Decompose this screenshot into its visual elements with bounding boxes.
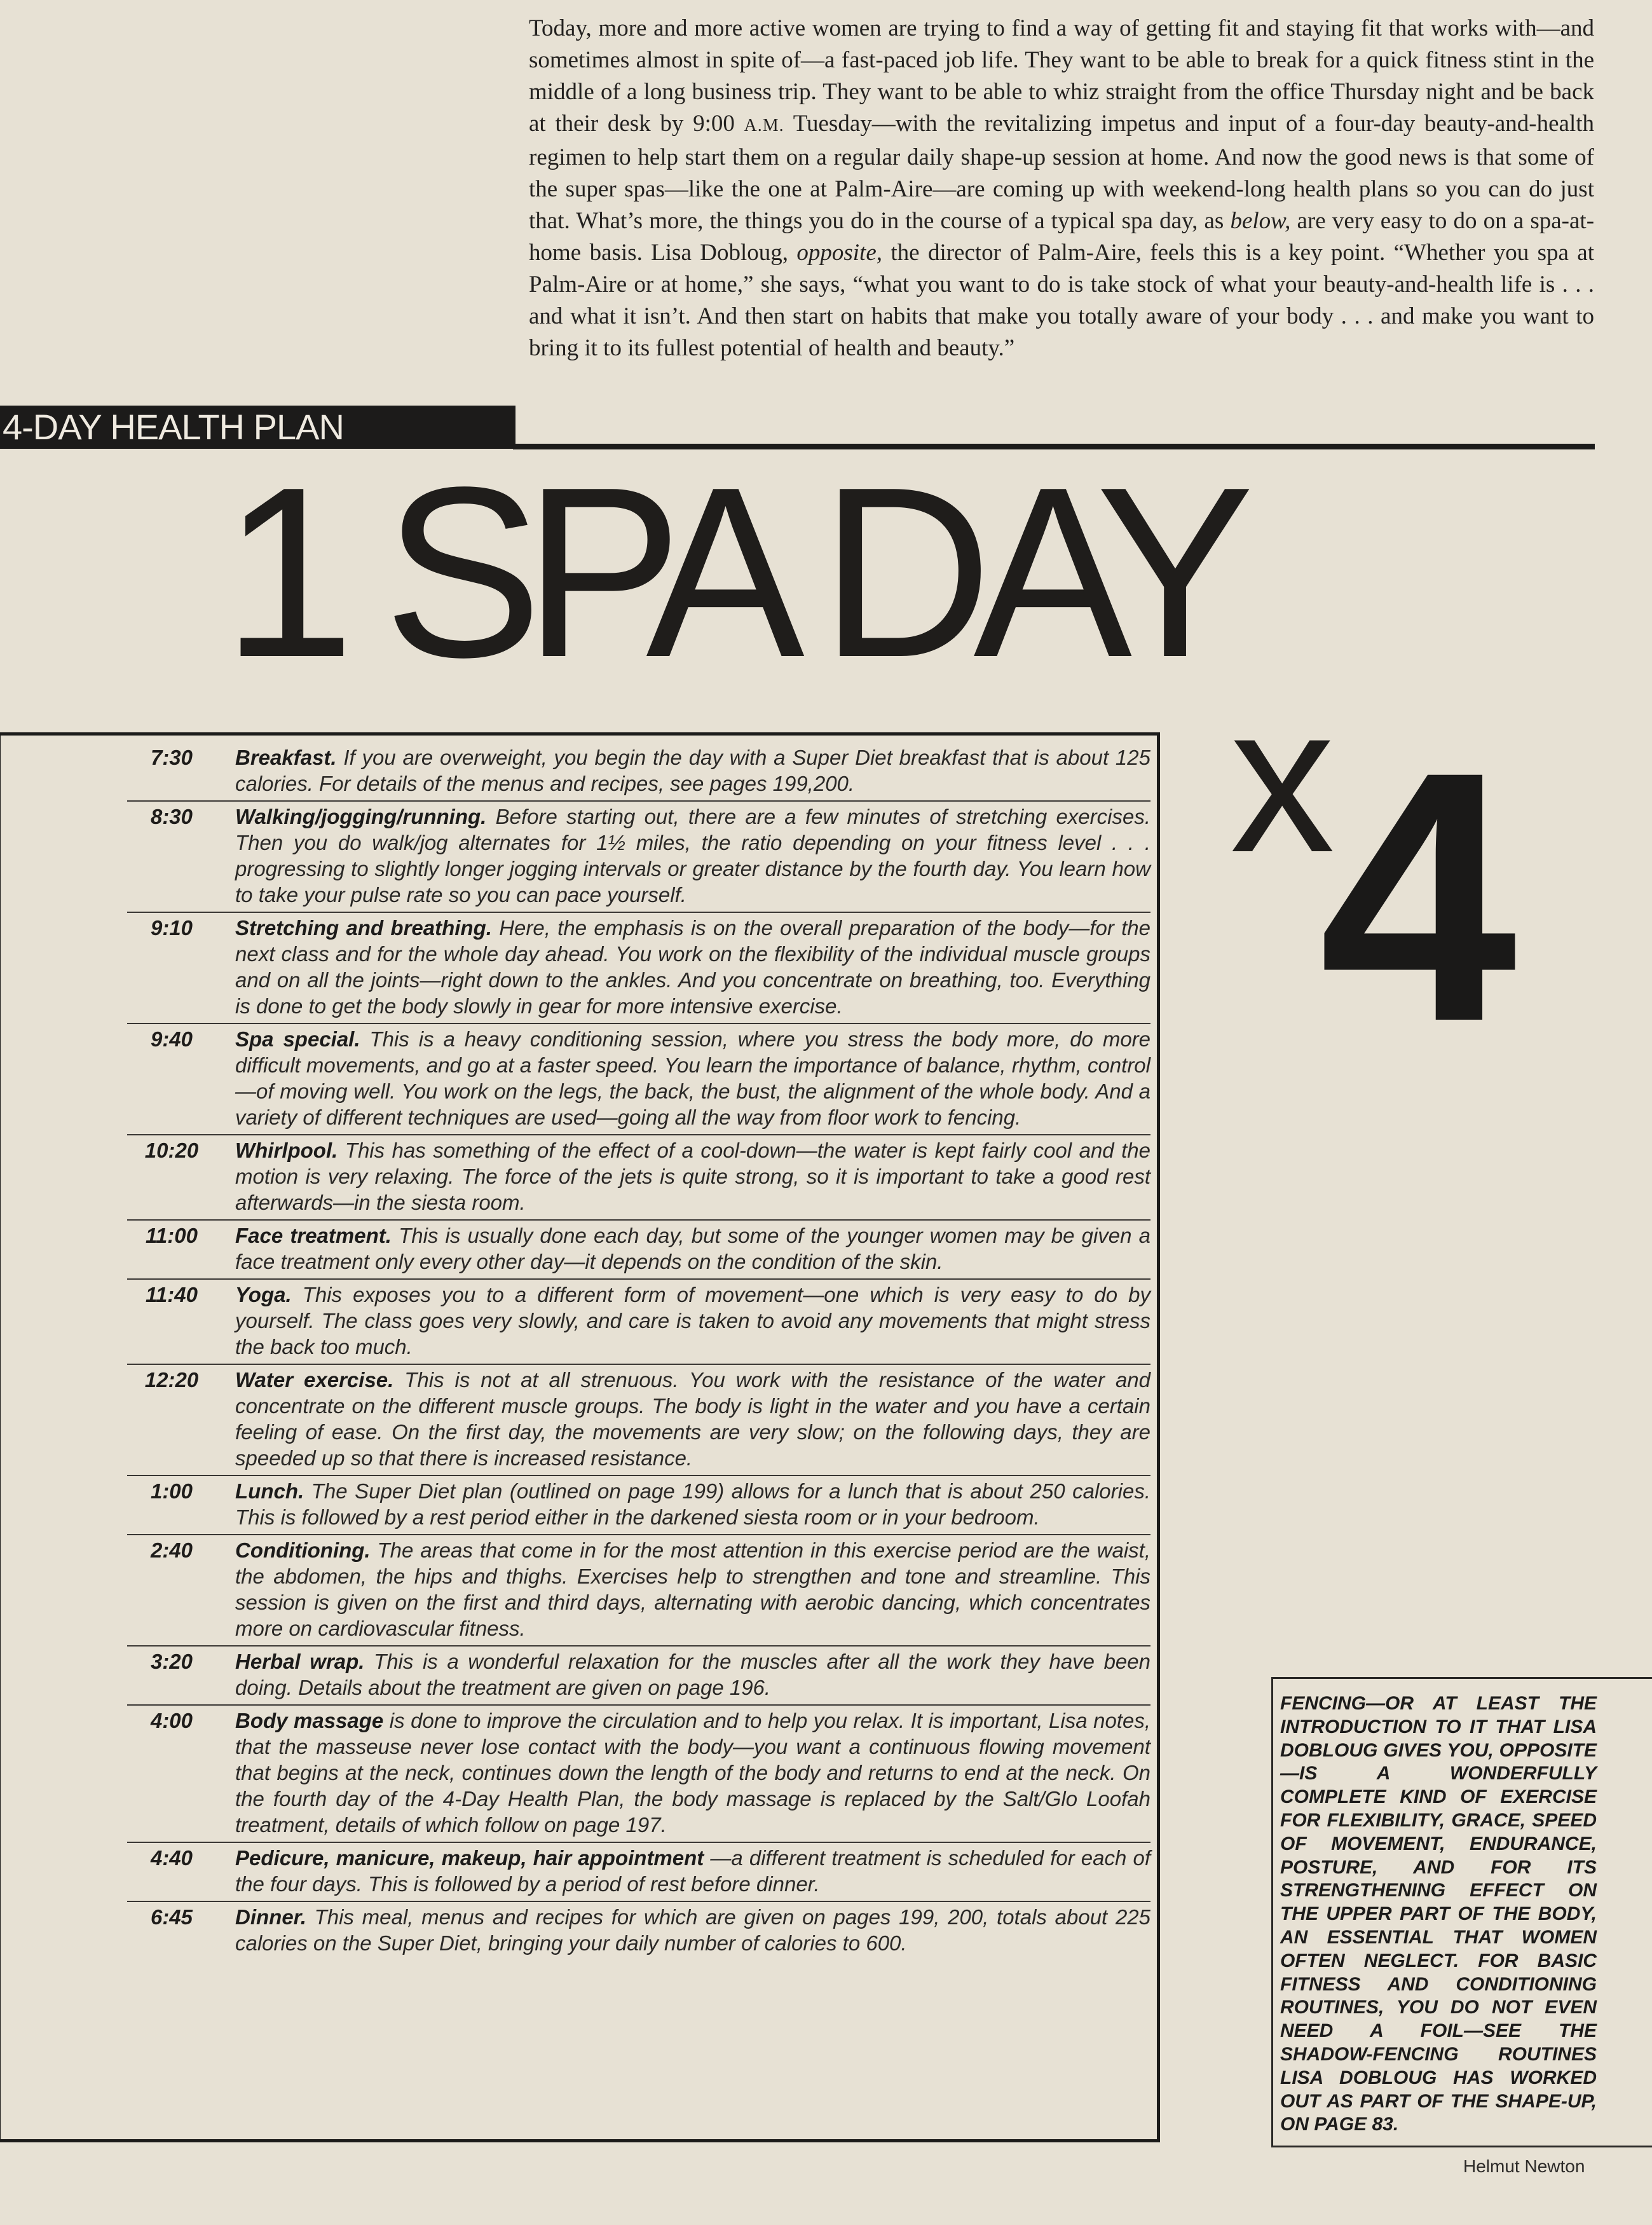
intro-opposite: opposite,	[796, 240, 883, 266]
intro-text-2: Tuesday—with the revitalizing impetus and input of a four-day beauty-and-health regimen to help start them on a regular daily shape-up session at home. And now the good news is that some of the super spas—like the one at Palm-Aire—are coming up with weekend-long health plans so you can do just that. What’s more, the things you do in the course of a typical spa day, as	[529, 111, 1595, 234]
schedule-activity-text: This is a wonderful relaxation for the muscles after all the work they have been doing. Details about the treatment are given on page 196.	[235, 1650, 1150, 1699]
schedule-activity-title: Whirlpool.	[235, 1139, 338, 1162]
schedule-time: 10:20	[144, 1139, 199, 1162]
schedule-description	[235, 804, 1150, 908]
intro-below: below,	[1230, 208, 1291, 234]
schedule-description	[235, 1845, 1150, 1897]
schedule-activity-text: This is not at all strenuous. You work with the resistance of the water and concentrate on the different muscle groups. The body is light in the water and you have a certain feeling of ease. On the first day, the movements are very slow; on the following days, they are speeded up so that there is increased resistance.	[235, 1368, 1151, 1470]
schedule-description	[235, 1222, 1150, 1275]
schedule-activity-text: This exposes you to a different form of movement—one which is very easy to do by yourself. The class goes very slowly, and care is taken to avoid any movements that might stress the back too much.	[235, 1283, 1150, 1359]
intro-am: A.M.	[744, 116, 784, 135]
schedule-time: 11:40	[146, 1283, 198, 1306]
schedule-entry	[127, 1535, 1150, 1646]
schedule-description	[235, 1708, 1150, 1838]
schedule-activity-title: Dinner.	[235, 1905, 306, 1929]
schedule-activity-title: Walking/jogging/running.	[235, 805, 487, 828]
schedule-entry	[127, 1135, 1150, 1221]
schedule-time: 2:40	[150, 1538, 193, 1562]
schedule-activity-title: Conditioning.	[235, 1538, 371, 1562]
schedule-entry	[127, 1476, 1150, 1535]
schedule-description	[235, 1648, 1150, 1701]
schedule-time: 4:00	[150, 1709, 193, 1732]
schedule-activity-title: Body massage	[235, 1709, 384, 1732]
schedule-activity-text: This is a heavy conditioning session, where you stress the body more, do more difficult movements, and go at a faster speed. You learn the importance of balance, rhythm, control—of moving well. You work on the legs, the back, the bust, the alignment of the whole body. And a variety of different techniques are used—going all the way from floor work to fencing.	[235, 1027, 1151, 1129]
schedule-time: 7:30	[150, 746, 193, 769]
schedule-activity-text: Here, the emphasis is on the overall preparation of the body—for the next class and for the whole day ahead. You work on the flexibility of the individual muscle groups and on all the joints—right down to the ankles. And you concentrate on breathing, too. Everything is done to get the body slowly in gear for more intensive exercise.	[235, 916, 1150, 1018]
schedule-entry	[127, 1706, 1150, 1843]
schedule-activity-title: Herbal wrap.	[235, 1650, 365, 1673]
schedule-time: 9:40	[150, 1027, 193, 1051]
photo-caption: FENCING—OR AT LEAST THE INTRODUCTION TO IT THAT LISA DOBLOUG GIVES YOU, OPPOSITE—IS A WONDERFULLY COMPLETE KIND OF EXERCISE FOR FLEXIBILITY, GRACE, SPEED OF MOVEMENT, ENDURANCE, POSTURE, AND FOR ITS STRENGTHENING EFFECT ON THE UPPER PART OF THE BODY, AN ESSENTIAL THAT WOMEN OFTEN NEGLECT. FOR BASIC FITNESS AND CONDITIONING ROUTINES, YOU DO NOT EVEN NEED A FOIL—SEE THE SHADOW-FENCING ROUTINES LISA DOBLOUG HAS WORKED OUT AS PART OF THE SHAPE-UP, ON PAGE 83.	[1280, 1693, 1597, 2135]
schedule-activity-text: —a different treatment is scheduled for each of the four days. This is followed by a period of rest before dinner.	[235, 1846, 1150, 1896]
schedule-time: 12:20	[144, 1368, 199, 1392]
schedule-list	[127, 743, 1150, 1960]
schedule-activity-title: Lunch.	[235, 1479, 304, 1503]
schedule-description	[235, 1137, 1150, 1215]
schedule-entry	[127, 1024, 1150, 1135]
schedule-activity-text: If you are overweight, you begin the day with a Super Diet breakfast that is about 125 calories. For details of the menus and recipes, see pages 199,200.	[235, 746, 1150, 795]
schedule-time: 4:40	[150, 1846, 193, 1870]
schedule-activity-text: This meal, menus and recipes for which are given on pages 199, 200, totals about 225 calories on the Super Diet, bringing your daily number of calories to 600.	[235, 1905, 1151, 1955]
section-banner: 4-DAY HEALTH PLAN	[0, 406, 515, 449]
schedule-activity-title: Pedicure, manicure, makeup, hair appointment	[235, 1846, 704, 1870]
schedule-description	[235, 1026, 1150, 1130]
schedule-activity-title: Water exercise.	[235, 1368, 394, 1392]
schedule-activity-title: Spa special.	[235, 1027, 360, 1051]
schedule-activity-text: The Super Diet plan (outlined on page 199) allows for a lunch that is about 250 calories. This is followed by a rest period either in the darkened siesta room or in your bedroom.	[235, 1479, 1150, 1529]
schedule-description	[235, 1282, 1150, 1360]
headline: 1 SPA DAY	[222, 436, 1236, 708]
intro-text-1: Today, more and more active women are trying to find a way of getting fit and staying fit that works with—and sometimes almost in spite of—a fast-paced job life. They want to be able to break for a quick fitness stint in the middle of a long business trip. They want to be able to whiz straight from the office Thursday night and be back at their desk by 9:00	[529, 15, 1594, 137]
schedule-entry	[127, 1365, 1150, 1476]
schedule-time: 8:30	[150, 805, 193, 828]
schedule-description	[235, 744, 1150, 797]
schedule-entry	[127, 802, 1150, 913]
schedule-entry	[127, 1280, 1150, 1365]
schedule-activity-text: The areas that come in for the most attention in this exercise period are the waist, the abdomen, the hips and thighs. Exercises help to strengthen and tone and streamline. This session is given on the first and third days, alternating with aerobic dancing, which concentrates more on cardiovascular fitness.	[235, 1538, 1150, 1640]
schedule-activity-text: is done to improve the circulation and to help you relax. It is important, Lisa notes, that the masseuse never lose contact with the body—you want a continuous flowing movement that begins at the neck, continues down the length of the body and returns to end at the neck. On the fourth day of the 4-Day Health Plan, the body massage is replaced by the Salt/Glo Loofah treatment, details of which follow on page 197.	[235, 1709, 1150, 1837]
schedule-time: 6:45	[150, 1905, 193, 1929]
schedule-activity-title: Stretching and breathing.	[235, 916, 492, 940]
schedule-entry	[127, 913, 1150, 1024]
schedule-description	[235, 1367, 1150, 1471]
schedule-entry	[127, 1646, 1150, 1706]
intro-text-4: the director of Palm-Aire, feels this is a key point. “Whether you spa at Palm-Aire or at home,” she says, “what you want to do is take stock of what your beauty-and-health life is . . . and what it isn’t. And then start on habits that make you totally aware of your body . . . and make you want to bring it to its fullest potential of health and beauty.”	[529, 240, 1595, 361]
times-sign: x	[1230, 661, 1335, 896]
schedule-description	[235, 915, 1150, 1019]
schedule-entry	[127, 743, 1150, 802]
schedule-time: 3:20	[150, 1650, 193, 1673]
schedule-entry	[127, 1843, 1150, 1902]
schedule-description	[235, 1904, 1150, 1956]
intro-text-3: are very easy to do on a spa-at-home basis. Lisa Dobloug,	[529, 208, 1595, 266]
schedule-entry	[127, 1221, 1150, 1280]
schedule-time: 1:00	[150, 1479, 193, 1503]
schedule-description	[235, 1537, 1150, 1641]
photo-credit: Helmut Newton	[1463, 2156, 1585, 2176]
schedule-activity-title: Yoga.	[235, 1283, 292, 1306]
schedule-activity-text: This has something of the effect of a cool-down—the water is kept fairly cool and the motion is very relaxing. The force of the jets is quite strong, so it is important to take a good rest afterwards—in the siesta room.	[235, 1139, 1151, 1214]
multiplier-four: 4	[1319, 697, 1511, 1095]
schedule-time: 11:00	[146, 1224, 198, 1247]
schedule-activity-text: Before starting out, there are a few minutes of stretching exercises. Then you do walk/jog alternates for 1½ miles, the ratio depending on your fitness level . . . progressing to slightly longer jogging intervals or greater distance by the fourth day. You learn how to take your pulse rate so you can pace yourself.	[235, 805, 1150, 907]
schedule-entry	[127, 1902, 1150, 1960]
schedule-activity-text: This is usually done each day, but some of the younger women may be given a face treatment only every other day—it depends on the condition of the skin.	[235, 1224, 1150, 1273]
intro-paragraph	[529, 13, 1594, 364]
schedule-activity-title: Breakfast.	[235, 746, 337, 769]
schedule-description	[235, 1478, 1150, 1530]
schedule-activity-title: Face treatment.	[235, 1224, 392, 1247]
schedule-time: 9:10	[150, 916, 193, 940]
